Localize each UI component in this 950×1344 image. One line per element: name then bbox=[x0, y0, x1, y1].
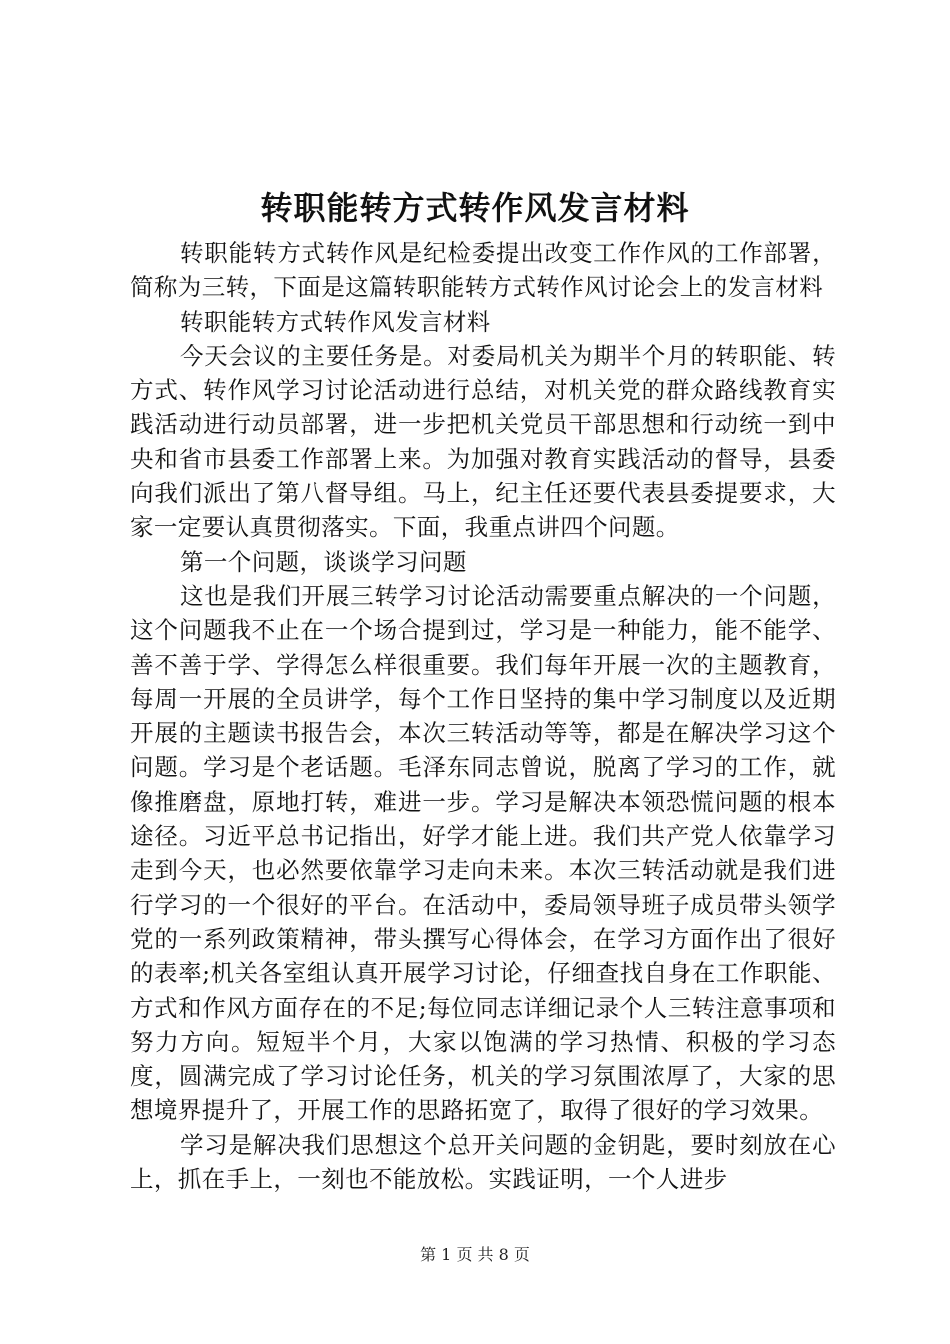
meeting-paragraph: 今天会议的主要任务是。对委局机关为期半个月的转职能、转方式、转作风学习讨论活动进行总结，对机关党的群众路线教育实践活动进行动员部署，进一步把机关党员干部思想和行动统一到中央和省市县委工作部署上来。为加强对教育实践活动的督导，县委向我们派出了第八督导组。马上，纪主任还要代表县委提要求，大家一定要认真贯彻落实。下面，我重点讲四个问题。 bbox=[130, 341, 836, 542]
key-paragraph: 学习是解决我们思想这个总开关问题的金钥匙，要时刻放在心上，抓在手上，一刻也不能放松。实践证明，一个人进步 bbox=[130, 1130, 836, 1194]
document-body bbox=[130, 236, 836, 1196]
page-number-footer: 第 1 页 共 8 页 bbox=[420, 1245, 530, 1264]
learning-paragraph: 这也是我们开展三转学习讨论活动需要重点解决的一个问题，这个问题我不止在一个场合提到过，学习是一种能力，能不能学、善不善于学、学得怎么样很重要。我们每年开展一次的主题教育，每周一开展的全员讲学，每个工作日坚持的集中学习制度以及近期开展的主题读书报告会，本次三转活动等等，都是在解决学习这个问题。学习是个老话题。毛泽东同志曾说，脱离了学习的工作，就像推磨盘，原地打转，难进一步。学习是解决本领恐慌问题的根本途径。习近平总书记指出，好学才能上进。我们共产党人依靠学习走到今天，也必然要依靠学习走向未来。本次三转活动就是我们进行学习的一个很好的平台。在活动中，委局领导班子成员带头领学党的一系列政策精神，带头撰写心得体会，在学习方面作出了很好的表率;机关各室组认真开展学习讨论，仔细查找自身在工作职能、方式和作风方面存在的不足;每位同志详细记录个人三转注意事项和努力方向。短短半个月，大家以饱满的学习热情、积极的学习态度，圆满完成了学习讨论任务，机关的学习氛围浓厚了，大家的思想境界提升了，开展工作的思路拓宽了，取得了很好的学习效果。 bbox=[130, 581, 836, 1125]
document-title: 转职能转方式转作风发言材料 bbox=[260, 189, 690, 227]
topic-heading: 第一个问题，谈谈学习问题 bbox=[180, 547, 467, 576]
section-heading: 转职能转方式转作风发言材料 bbox=[180, 307, 491, 336]
intro-paragraph: 转职能转方式转作风是纪检委提出改变工作作风的工作部署，简称为三转，下面是这篇转职能转方式转作风讨论会上的发言材料 bbox=[130, 239, 836, 302]
